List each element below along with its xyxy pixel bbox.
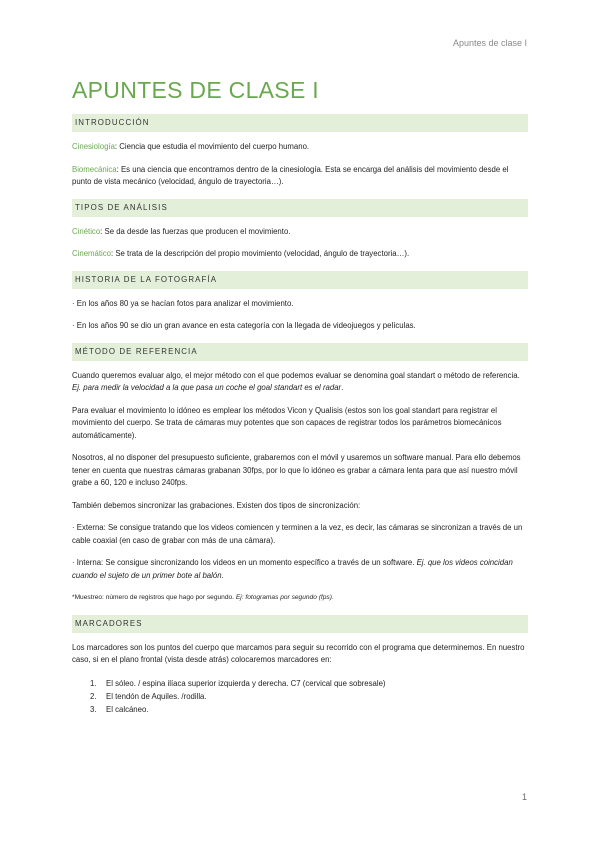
paragraph-historia-80: · En los años 80 ya se hacían fotos para analizar el movimiento. (72, 298, 294, 308)
paragraph-cinesiologia (72, 141, 528, 154)
page-content (72, 76, 528, 724)
definition-text: : Ciencia que estudia el movimiento del cuerpo humano. (114, 142, 310, 151)
example-text: Ej. que los videos coincidan cuando el sujeto de un primer bote al balón (72, 558, 513, 580)
definition-text: : Es una ciencia que encontramos dentro de la cinesiología. Esta se encarga del análisis del movimiento desde el punto de vista mecánico (velocidad, ángulo de trayectoria…). (72, 164, 509, 186)
example-text: Ej: fotogramas por segundo (fps) (235, 594, 332, 601)
term-cinetico: Cinético (72, 226, 101, 236)
list-number: 3. (90, 704, 97, 714)
paragraph-interna (72, 557, 528, 582)
list-item-text: El sóleo. / espina ilíaca superior izquierda y derecha. C7 (cervical que sobresale) (106, 678, 386, 688)
term-cinematico: Cinemático (72, 249, 111, 258)
marcadores-list (72, 677, 528, 716)
list-number: 1. (90, 678, 97, 688)
list-item (72, 703, 528, 716)
body-text: · Interna: Se consigue sincronizando los videos en un momento específico a través de un software. (72, 558, 417, 567)
page-title: APUNTES DE CLASE I (72, 77, 319, 103)
paragraph-marcadores: Los marcadores son los puntos del cuerpo que marcamos para seguir su recorrido con el programa que determinemos. En nuestro caso, si en el plano frontal (vista desde atrás) colocaremos marcadores en: (72, 642, 525, 664)
list-item-text: El calcáneo. (106, 704, 149, 714)
running-head: Apuntes de clase I (452, 38, 527, 48)
section-heading-metodo-referencia: MÉTODO DE REFERENCIA (72, 343, 528, 361)
paragraph-presupuesto: Nosotros, al no disponer del presupuesto suficiente, grabaremos con el móvil y usaremos un software manual. Para ello debemos tener en cuenta que nuestras cámaras grabanan 30fps, por lo que lo idóneo es grabar a cámara lenta para que así nuestro móvil grabe a 60, 120 e incluso 240fps. (72, 453, 521, 487)
example-text: Ej. para medir la velocidad a la que pasa un coche el goal standart es el radar (72, 383, 342, 392)
list-item-text: El tendón de Aquiles. /rodilla. (106, 691, 207, 701)
term-biomecanica: Biomecánica (72, 164, 117, 174)
note-text: *Muestreo: número de registros que hago por segundo. (72, 594, 236, 601)
definition-text: : Se da desde las fuerzas que producen el movimiento. (100, 226, 291, 236)
list-item (72, 677, 528, 690)
section-heading-historia-fotografia: HISTORIA DE LA FOTOGRAFÍA (72, 271, 528, 289)
page-number: 1 (521, 792, 527, 802)
paragraph-sincronizacion: También debemos sincronizar las grabaciones. Existen dos tipos de sincronización: (72, 500, 361, 510)
section-heading-tipos-de-analisis: TIPOS DE ANÁLISIS (72, 199, 528, 217)
list-number: 2. (90, 691, 97, 701)
paragraph-externa: · Externa: Se consigue tratando que los videos comiencen y terminen a la vez, es decir, las cámaras se sincronizan a través de un cable coaxial (en caso de grabar con más de una cámara). (72, 523, 523, 545)
paragraph-historia-90: · En los años 90 se dio un gran avance en esta categoría con la llegada de videojuegos y películas. (72, 321, 416, 330)
note-muestreo (72, 592, 528, 605)
paragraph-cinetico (72, 226, 528, 239)
paragraph-cinematico (72, 248, 528, 261)
paragraph-vicon-qualisis: Para evaluar el movimiento lo idóneo es emplear los métodos Vicon y Qualisis (estos son los goal standart para registrar el movimiento del cuerpo. Se trata de cámaras muy potentes que son capaces de registrar todos los parámetros biomecánicos automáticamente). (72, 405, 502, 440)
body-text: . (341, 383, 344, 392)
term-cinesiologia: Cinesiología (72, 142, 115, 151)
list-item (72, 690, 528, 703)
body-text: . (221, 570, 224, 580)
definition-text: : Se trata de la descripción del propio movimiento (velocidad, ángulo de trayectoria…). (111, 249, 410, 258)
body-text: Cuando queremos evaluar algo, el mejor método con el que podemos evaluar se denomina goal standart o método de referencia. (72, 370, 520, 380)
paragraph-biomecanica (72, 164, 528, 189)
note-text: . (331, 594, 334, 601)
section-heading-marcadores: MARCADORES (72, 615, 528, 633)
paragraph-goal-standart (72, 370, 528, 395)
section-heading-introduccion: INTRODUCCIÓN (72, 114, 528, 132)
